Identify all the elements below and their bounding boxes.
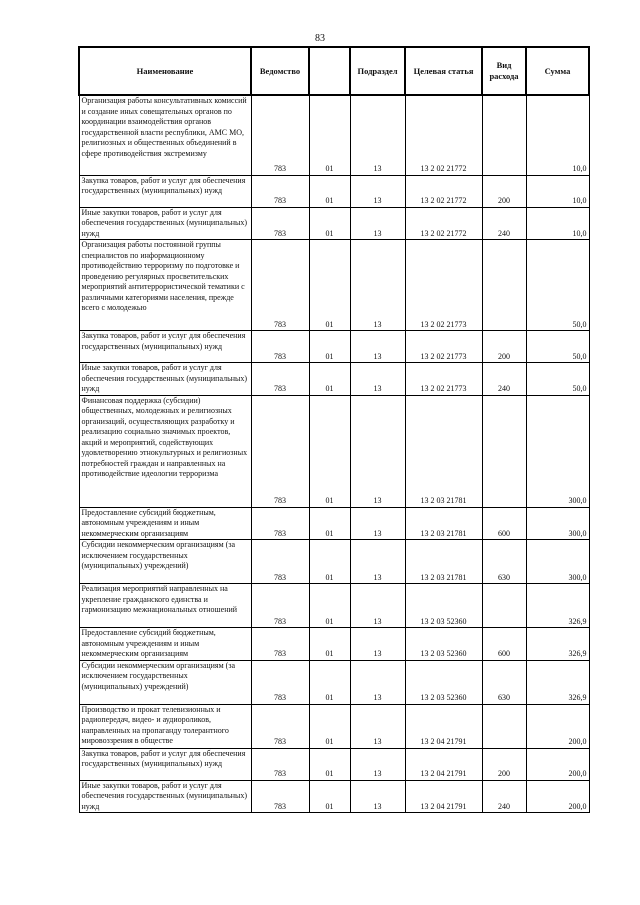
cell-subsection: 13: [350, 540, 405, 584]
cell-section: 01: [309, 395, 350, 507]
cell-expense-type: 630: [482, 540, 526, 584]
budget-table: [78, 46, 590, 813]
cell-department: 783: [251, 95, 309, 175]
cell-subsection: 13: [350, 584, 405, 628]
cell-department: 783: [251, 780, 309, 813]
cell-subsection: 13: [350, 240, 405, 331]
cell-amount: 50,0: [526, 240, 589, 331]
cell-target-article: 13 2 02 21772: [405, 175, 482, 207]
table-row: [79, 780, 589, 813]
cell-name: Субсидии некоммерческим организациям (за исключением государственных (муниципальных) учреждений): [79, 660, 251, 704]
cell-department: 783: [251, 207, 309, 240]
cell-name: Организация работы постоянной группы специалистов по информационному противодействию терроризму по подготовке и проведению регулярных просветительских мероприятий антитеррористической тематики с различными категориями населения, прежде всего с молодежью: [79, 240, 251, 331]
cell-section: 01: [309, 95, 350, 175]
table-row: [79, 95, 589, 175]
cell-department: 783: [251, 507, 309, 540]
cell-target-article: 13 2 02 21773: [405, 331, 482, 363]
table-row: [79, 540, 589, 584]
cell-target-article: 13 2 02 21773: [405, 240, 482, 331]
cell-expense-type: 200: [482, 331, 526, 363]
table-row: [79, 207, 589, 240]
cell-subsection: 13: [350, 331, 405, 363]
cell-department: 783: [251, 584, 309, 628]
table-row: [79, 240, 589, 331]
page-number: 83: [315, 33, 325, 44]
cell-section: 01: [309, 175, 350, 207]
cell-expense-type: [482, 240, 526, 331]
cell-department: 783: [251, 540, 309, 584]
table-row: [79, 507, 589, 540]
cell-section: 01: [309, 780, 350, 813]
cell-subsection: 13: [350, 175, 405, 207]
cell-amount: 300,0: [526, 507, 589, 540]
cell-name: Предоставление субсидий бюджетным, автономным учреждениям и иным некоммерческим организациям: [79, 628, 251, 661]
cell-name: Закупка товаров, работ и услуг для обеспечения государственных (муниципальных) нужд: [79, 175, 251, 207]
cell-expense-type: [482, 584, 526, 628]
cell-amount: 50,0: [526, 363, 589, 396]
header-expense-type: Вид расхода: [482, 47, 526, 95]
cell-section: 01: [309, 331, 350, 363]
cell-name: Субсидии некоммерческим организациям (за исключением государственных (муниципальных) учреждений): [79, 540, 251, 584]
table-header: [79, 47, 589, 95]
cell-section: 01: [309, 363, 350, 396]
cell-subsection: 13: [350, 507, 405, 540]
table-row: [79, 175, 589, 207]
cell-name: Финансовая поддержка (субсидии) общественных, молодежных и религиозных организаций, осуществляющих разработку и реализацию социально значимых проектов, акций и мероприятий, содействующих удовлетворению этнокультурных и религиозных потребностей граждан и направленных на противодействие идеологии терроризма: [79, 395, 251, 507]
header-subsection: Подраздел: [350, 47, 405, 95]
cell-department: 783: [251, 748, 309, 780]
table-row: [79, 628, 589, 661]
cell-amount: 326,9: [526, 660, 589, 704]
header-amount: Сумма: [526, 47, 589, 95]
cell-subsection: 13: [350, 628, 405, 661]
cell-name: Закупка товаров, работ и услуг для обеспечения государственных (муниципальных) нужд: [79, 748, 251, 780]
cell-section: 01: [309, 207, 350, 240]
cell-department: 783: [251, 331, 309, 363]
cell-target-article: 13 2 04 21791: [405, 704, 482, 748]
cell-name: Иные закупки товаров, работ и услуг для обеспечения государственных (муниципальных) нужд: [79, 780, 251, 813]
cell-department: 783: [251, 660, 309, 704]
cell-subsection: 13: [350, 395, 405, 507]
cell-expense-type: 240: [482, 363, 526, 396]
cell-section: 01: [309, 584, 350, 628]
cell-department: 783: [251, 363, 309, 396]
cell-section: 01: [309, 628, 350, 661]
table-row: [79, 704, 589, 748]
cell-section: 01: [309, 540, 350, 584]
table-row: [79, 395, 589, 507]
cell-subsection: 13: [350, 704, 405, 748]
cell-amount: 10,0: [526, 207, 589, 240]
cell-amount: 200,0: [526, 704, 589, 748]
cell-target-article: 13 2 04 21791: [405, 780, 482, 813]
cell-section: 01: [309, 240, 350, 331]
cell-amount: 326,9: [526, 628, 589, 661]
table-row: [79, 363, 589, 396]
cell-section: 01: [309, 748, 350, 780]
cell-subsection: 13: [350, 207, 405, 240]
cell-amount: 10,0: [526, 95, 589, 175]
cell-expense-type: 200: [482, 748, 526, 780]
header-target-article: Целевая статья: [405, 47, 482, 95]
header-section: [309, 47, 350, 95]
cell-name: Иные закупки товаров, работ и услуг для обеспечения государственных (муниципальных) нужд: [79, 207, 251, 240]
cell-name: Реализация мероприятий направленных на укрепление гражданского единства и гармонизацию межнациональных отношений: [79, 584, 251, 628]
cell-expense-type: 630: [482, 660, 526, 704]
cell-expense-type: 600: [482, 628, 526, 661]
cell-expense-type: [482, 95, 526, 175]
cell-name: Производство и прокат телевизионных и радиопередач, видео- и аудиороликов, направленных на пропаганду толерантного мировоззрения в обществе: [79, 704, 251, 748]
cell-target-article: 13 2 03 52360: [405, 628, 482, 661]
cell-amount: 300,0: [526, 540, 589, 584]
cell-department: 783: [251, 395, 309, 507]
cell-target-article: 13 2 03 21781: [405, 507, 482, 540]
cell-subsection: 13: [350, 363, 405, 396]
cell-expense-type: 200: [482, 175, 526, 207]
cell-target-article: 13 2 03 21781: [405, 395, 482, 507]
cell-target-article: 13 2 02 21772: [405, 207, 482, 240]
cell-target-article: 13 2 02 21773: [405, 363, 482, 396]
table-row: [79, 331, 589, 363]
cell-department: 783: [251, 628, 309, 661]
header-department: Ведомство: [251, 47, 309, 95]
cell-amount: 300,0: [526, 395, 589, 507]
cell-subsection: 13: [350, 95, 405, 175]
cell-target-article: 13 2 02 21772: [405, 95, 482, 175]
cell-amount: 50,0: [526, 331, 589, 363]
cell-expense-type: 600: [482, 507, 526, 540]
cell-name: Организация работы консультативных комиссий и создание иных совещательных органов по координации взаимодействия органов государственной власти республики, АМС МО, религиозных и общественных объединений в сфере противодействия экстремизму: [79, 95, 251, 175]
cell-target-article: 13 2 03 52360: [405, 660, 482, 704]
table-row: [79, 748, 589, 780]
table-body: [79, 95, 589, 813]
cell-name: Закупка товаров, работ и услуг для обеспечения государственных (муниципальных) нужд: [79, 331, 251, 363]
cell-amount: 200,0: [526, 780, 589, 813]
cell-target-article: 13 2 03 52360: [405, 584, 482, 628]
cell-subsection: 13: [350, 748, 405, 780]
cell-subsection: 13: [350, 660, 405, 704]
cell-section: 01: [309, 660, 350, 704]
table-row: [79, 660, 589, 704]
header-name: Наименование: [79, 47, 251, 95]
cell-name: Предоставление субсидий бюджетным, автономным учреждениям и иным некоммерческим организациям: [79, 507, 251, 540]
cell-section: 01: [309, 507, 350, 540]
cell-department: 783: [251, 175, 309, 207]
cell-subsection: 13: [350, 780, 405, 813]
cell-department: 783: [251, 704, 309, 748]
cell-amount: 10,0: [526, 175, 589, 207]
cell-name: Иные закупки товаров, работ и услуг для обеспечения государственных (муниципальных) нужд: [79, 363, 251, 396]
cell-target-article: 13 2 04 21791: [405, 748, 482, 780]
cell-amount: 200,0: [526, 748, 589, 780]
cell-section: 01: [309, 704, 350, 748]
cell-amount: 326,9: [526, 584, 589, 628]
cell-target-article: 13 2 03 21781: [405, 540, 482, 584]
cell-expense-type: [482, 704, 526, 748]
cell-department: 783: [251, 240, 309, 331]
cell-expense-type: [482, 395, 526, 507]
cell-expense-type: 240: [482, 780, 526, 813]
table-row: [79, 584, 589, 628]
cell-expense-type: 240: [482, 207, 526, 240]
